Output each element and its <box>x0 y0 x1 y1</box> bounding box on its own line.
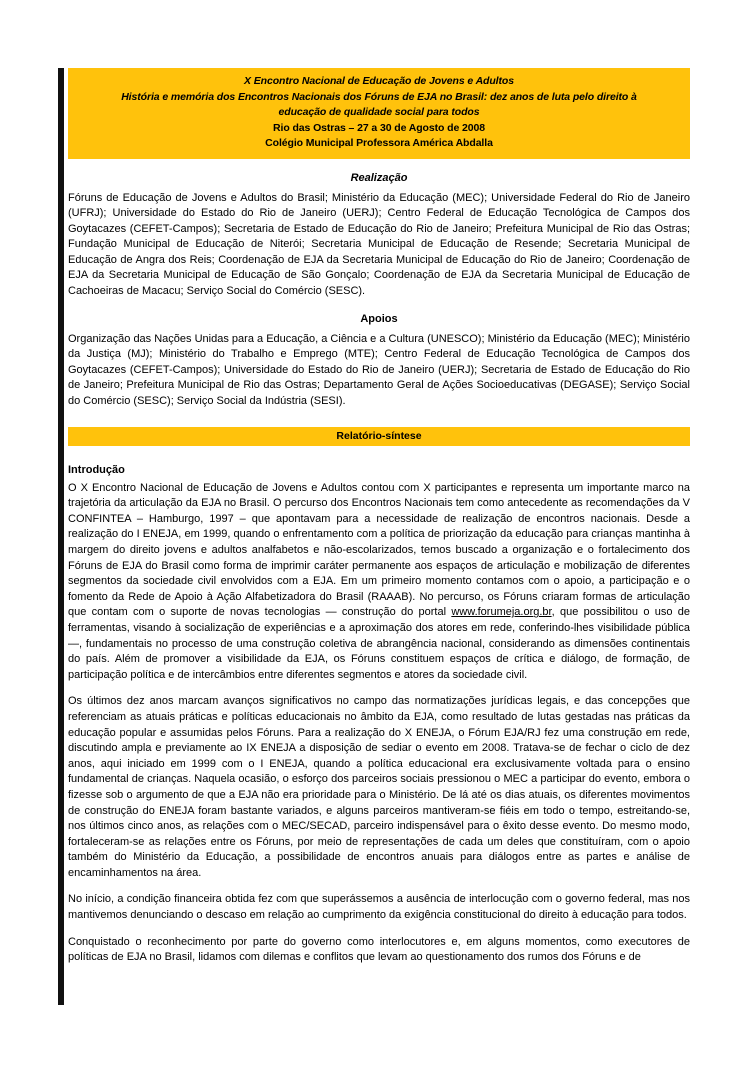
introducao-paragraph-4: Conquistado o reconhecimento por parte do governo como interlocutores e, em alguns momentos, como executores de políticas de EJA no Brasil, lidamos com dilemas e conflitos que levam ao questionamento dos rumos dos Fóruns e de <box>68 935 690 964</box>
forumeja-portal-link[interactable]: www.forumeja.org.br <box>451 606 552 619</box>
introducao-paragraph-2: Os últimos dez anos marcam avanços significativos no campo das normatizações jurídicas legais, e das concepções que referenciam as atuais práticas e políticas educacionais no âmbito da EJA, como resultado de lutas gestadas nas práticas da educação popular e assumidas pelos Fóruns. Para a realização do X ENEJA, o Fórum EJA/RJ fez uma construção em rede, discutindo ampla e previamente ao IX ENEJA a disposição de sediar o evento em 2008. Tratava-se de fechar o ciclo de dez anos, aqui iniciado em 1999 com o I ENEJA, quando a política educacional era exclusivamente voltada para o ensino fundamental de crianças. Naquela ocasião, o esforço dos parceiros sociais pressionou o MEC a participar do evento, embora o fizesse sob o argumento de que a EJA não era prioridade para o Ministério. De lá até os dias atuais, os diferentes movimentos de construção do ENEJA foram bastante variados, e alguns parceiros mantiveram-se fiéis em todo o tempo, estreitando-se, nos últimos cinco anos, as relações com o MEC/SECAD, parceiro indispensável para o êxito desse evento. Do mesmo modo, fortaleceram-se as relações entre os Fóruns, por meio de representações de cada um deles que constituíram, com o apoio também do Ministério da Educação, a possibilidade de encontros anuais para diálogos entre as partes e análise de encaminhamentos na área. <box>68 695 690 879</box>
document-content <box>68 68 690 968</box>
event-venue: Colégio Municipal Professora América Abdalla <box>265 137 493 149</box>
event-title-line-2: História e memória dos Encontros Nacionais dos Fóruns de EJA no Brasil: dez anos de luta pelo direito à <box>121 90 637 103</box>
introducao-paragraph-1 <box>68 481 690 684</box>
event-title-block <box>68 68 690 159</box>
event-title-line-1: X Encontro Nacional de Educação de Jovens e Adultos <box>244 75 514 87</box>
introducao-paragraph-3: No início, a condição financeira obtida fez com que superássemos a ausência de interlocução com o governo federal, mas nos mantivemos denunciando o descaso em relação ao cumprimento da exigência constitucional do direito à educação para todos. <box>68 893 690 922</box>
paragraph-1-text-part-1: O X Encontro Nacional de Educação de Jovens e Adultos contou com X participantes e representa um importante marco na trajetória da articulação da EJA no Brasil. O percurso dos Encontros Nacionais tem como antecedente as recomendações da V CONFINTEA – Hamburgo, 1997 – que apontavam para a necessidade de realização de encontros nacionais. Desde a realização do I ENEJA, em 1999, quando o enfrentamento com a política de priorização da educação para crianças mantinha à margem do direito jovens e adultos analfabetos e não-escolarizados, temos buscado a organização e o fortalecimento dos Fóruns de EJA do Brasil como forma de imprimir caráter permanente aos espaços de articulação e mobilização de diferentes segmentos da sociedade civil envolvidos com a EJA. Em um primeiro momento contamos com o apoio, a participação e o fomento da Rede de Apoio à Ação Alfabetizadora do Brasil (RAAAB). No percurso, os Fóruns criaram formas de articulação que contam com o suporte de novas tecnologias — construção do portal <box>68 481 690 619</box>
relatorio-sintese-banner: Relatório-síntese <box>68 427 690 446</box>
event-title-line-3: educação de qualidade social para todos <box>278 106 480 118</box>
realizacao-body: Fóruns de Educação de Jovens e Adultos do Brasil; Ministério da Educação (MEC); Universidade Federal do Rio de Janeiro (UFRJ); Universidade do Estado do Rio de Janeiro (UERJ); Centro Federal de Educação Tecnológica de Campos dos Goytacazes (CEFET-Campos); Secretaria de Estado de Educação do Rio de Janeiro; Prefeitura Municipal de Rio das Ostras; Fundação Municipal de Educação de Niterói; Secretaria Municipal de Educação de Resende; Secretaria Municipal de Educação de Angra dos Reis; Coordenação de EJA da Secretaria Municipal de Educação do Rio de Janeiro; Coordenação de EJA da Secretaria Municipal de Educação de São Gonçalo; Coordenação de EJA da Secretaria Municipal de Educação de Cachoeiras de Macacu; Serviço Social do Comércio (SESC). <box>68 191 690 298</box>
event-date-location: Rio das Ostras – 27 a 30 de Agosto de 2008 <box>273 121 485 134</box>
apoios-body: Organização das Nações Unidas para a Educação, a Ciência e a Cultura (UNESCO); Ministério da Educação (MEC); Ministério da Justiça (MJ); Ministério do Trabalho e Emprego (MTE); Centro Federal de Educação Tecnológica de Campos dos Goytacazes (CEFET-Campos); Universidade do Estado do Rio de Janeiro (UERJ); Secretaria de Estado de Educação do Rio de Janeiro; Prefeitura Municipal de Rio das Ostras; Departamento Geral de Ações Socioeducativas (DEGASE); Serviço Social do Comércio (SESC); Serviço Social da Indústria (SESI). <box>68 332 690 408</box>
apoios-heading: Apoios <box>360 312 398 325</box>
realizacao-heading: Realização <box>350 171 408 184</box>
left-margin-rule <box>58 68 64 1005</box>
paragraph-1-text-part-2: , que possibilitou o uso de ferramentas, visando à socialização de experiências e a aproximação dos atores em rede, conferindo-lhes visibilidade pública —, fundamentais no processo de uma construção coletiva de abrangência nacional, considerando as dimensões continentais do país. Além de promover a visibilidade da EJA, os Fóruns constituem espaços de crítica e diálogo, de formação, de participação política e de intercâmbios entre diferentes segmentos e atores da sociedade civil. <box>68 606 690 681</box>
introducao-heading: Introdução <box>68 463 125 476</box>
